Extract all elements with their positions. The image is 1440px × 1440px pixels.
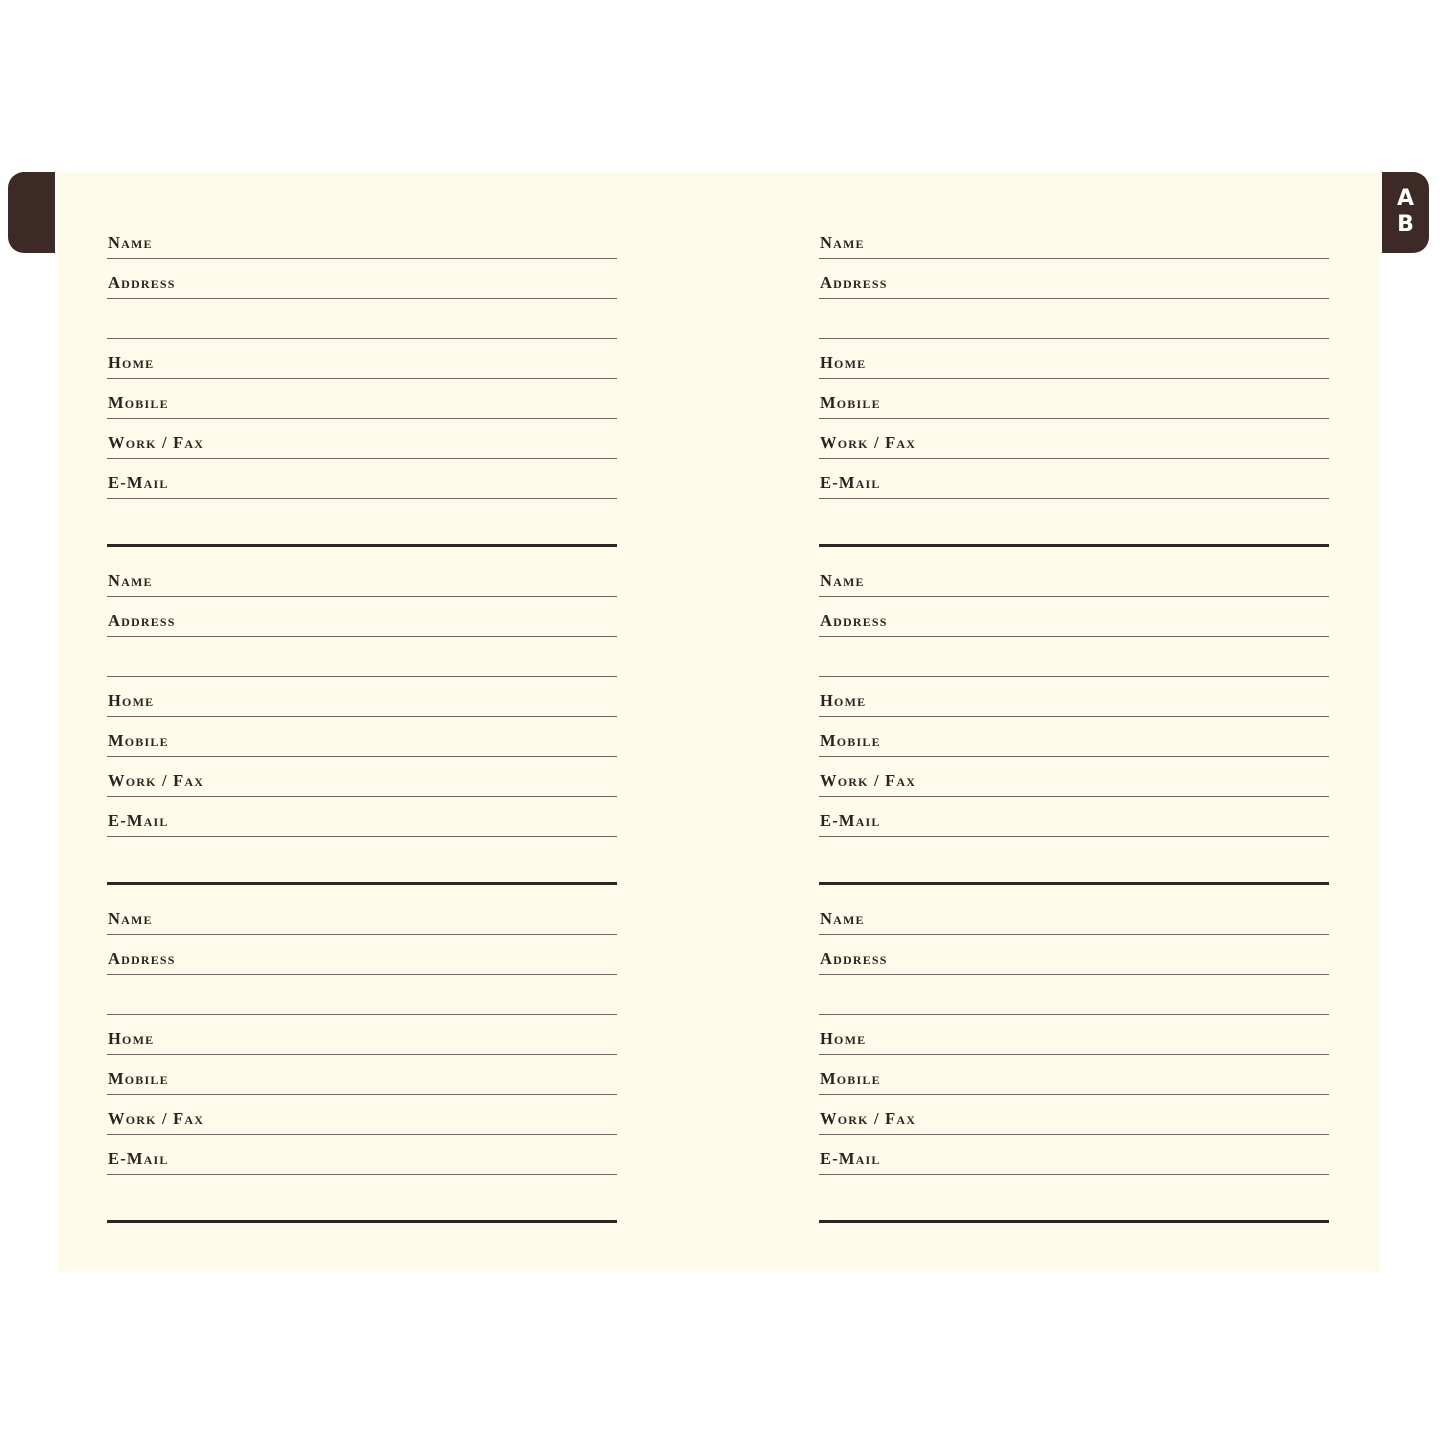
home-label: Home	[820, 353, 867, 372]
name-row[interactable]	[819, 895, 1329, 935]
name-label: Name	[108, 909, 153, 928]
email-label: E-Mail	[108, 1149, 169, 1168]
address-label: Address	[820, 949, 888, 968]
right-index-tab[interactable]	[1382, 172, 1429, 253]
contact-entry	[107, 863, 617, 1183]
mobile-label: Mobile	[108, 731, 169, 750]
name-row[interactable]	[107, 557, 617, 597]
email-label: E-Mail	[820, 811, 881, 830]
email-label: E-Mail	[108, 811, 169, 830]
home-label: Home	[108, 691, 155, 710]
mobile-label: Mobile	[820, 731, 881, 750]
address-row[interactable]	[107, 259, 617, 299]
name-label: Name	[820, 909, 865, 928]
address-label: Address	[820, 273, 888, 292]
mobile-row[interactable]	[107, 1055, 617, 1095]
entry-separator	[107, 1220, 617, 1223]
address-line-2[interactable]	[107, 975, 617, 1015]
email-row[interactable]	[107, 459, 617, 499]
home-row[interactable]	[819, 339, 1329, 379]
contact-entry	[819, 863, 1329, 1183]
mobile-row[interactable]	[107, 379, 617, 419]
address-row[interactable]	[107, 597, 617, 637]
name-row[interactable]	[107, 895, 617, 935]
work-fax-row[interactable]	[819, 419, 1329, 459]
tab-letter-a: A	[1396, 186, 1415, 211]
work-fax-label: Work / Fax	[108, 433, 205, 452]
home-row[interactable]	[107, 339, 617, 379]
email-label: E-Mail	[108, 473, 169, 492]
work-fax-label: Work / Fax	[820, 771, 917, 790]
name-row[interactable]	[107, 219, 617, 259]
home-row[interactable]	[819, 677, 1329, 717]
mobile-row[interactable]	[107, 717, 617, 757]
mobile-label: Mobile	[820, 393, 881, 412]
address-line-2[interactable]	[107, 637, 617, 677]
email-row[interactable]	[819, 797, 1329, 837]
address-row[interactable]	[819, 259, 1329, 299]
address-line-2[interactable]	[819, 299, 1329, 339]
name-label: Name	[108, 233, 153, 252]
home-label: Home	[108, 1029, 155, 1048]
work-fax-label: Work / Fax	[820, 433, 917, 452]
email-row[interactable]	[107, 1135, 617, 1175]
email-row[interactable]	[819, 459, 1329, 499]
address-book-spread	[57, 172, 1380, 1272]
work-fax-label: Work / Fax	[108, 1109, 205, 1128]
address-line-2[interactable]	[819, 637, 1329, 677]
mobile-label: Mobile	[820, 1069, 881, 1088]
name-row[interactable]	[819, 219, 1329, 259]
tab-letter-b: B	[1397, 212, 1414, 237]
address-line-2[interactable]	[819, 975, 1329, 1015]
work-fax-label: Work / Fax	[108, 771, 205, 790]
home-label: Home	[820, 691, 867, 710]
work-fax-label: Work / Fax	[820, 1109, 917, 1128]
work-fax-row[interactable]	[107, 1095, 617, 1135]
contact-entry	[107, 525, 617, 845]
email-row[interactable]	[819, 1135, 1329, 1175]
mobile-label: Mobile	[108, 1069, 169, 1088]
address-line-2[interactable]	[107, 299, 617, 339]
email-row[interactable]	[107, 797, 617, 837]
email-label: E-Mail	[820, 473, 881, 492]
home-row[interactable]	[819, 1015, 1329, 1055]
work-fax-row[interactable]	[107, 757, 617, 797]
address-label: Address	[108, 611, 176, 630]
home-label: Home	[820, 1029, 867, 1048]
left-index-tab[interactable]	[8, 172, 55, 253]
address-row[interactable]	[819, 597, 1329, 637]
address-label: Address	[108, 949, 176, 968]
work-fax-row[interactable]	[107, 419, 617, 459]
address-row[interactable]	[819, 935, 1329, 975]
address-label: Address	[108, 273, 176, 292]
contact-entry	[107, 187, 617, 507]
contact-entry	[819, 525, 1329, 845]
mobile-row[interactable]	[819, 379, 1329, 419]
home-row[interactable]	[107, 1015, 617, 1055]
name-label: Name	[108, 571, 153, 590]
home-row[interactable]	[107, 677, 617, 717]
email-label: E-Mail	[820, 1149, 881, 1168]
work-fax-row[interactable]	[819, 757, 1329, 797]
home-label: Home	[108, 353, 155, 372]
name-label: Name	[820, 233, 865, 252]
address-row[interactable]	[107, 935, 617, 975]
entry-separator	[819, 1220, 1329, 1223]
name-row[interactable]	[819, 557, 1329, 597]
name-label: Name	[820, 571, 865, 590]
work-fax-row[interactable]	[819, 1095, 1329, 1135]
address-label: Address	[820, 611, 888, 630]
mobile-row[interactable]	[819, 1055, 1329, 1095]
mobile-label: Mobile	[108, 393, 169, 412]
contact-entry	[819, 187, 1329, 507]
mobile-row[interactable]	[819, 717, 1329, 757]
